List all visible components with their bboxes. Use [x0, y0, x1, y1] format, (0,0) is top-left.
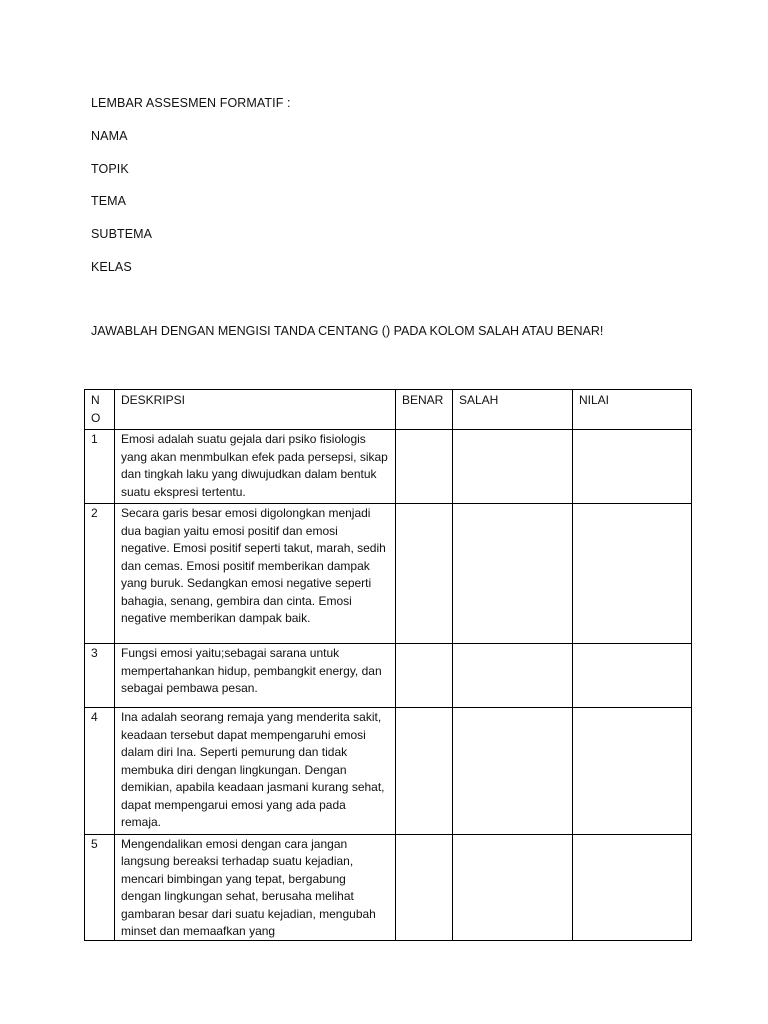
benar-cell[interactable]: [396, 834, 453, 940]
table-row: [85, 708, 692, 835]
row-number: 5: [85, 834, 115, 940]
instruction-text: JAWABLAH DENGAN MENGISI TANDA CENTANG () PADA KOLOM SALAH ATAU BENAR!: [91, 324, 604, 338]
table-row: [85, 834, 692, 940]
benar-cell[interactable]: [396, 430, 453, 504]
row-description: Mengendalikan emosi dengan cara jangan langsung bereaksi terhadap suatu kejadian, mencari bimbingan yang tepat, bergabung dengan lingkungan sehat, berusaha melihat gambaran besar dari suatu kejadian, mengubah minset dan memaafkan yang: [115, 834, 396, 940]
salah-cell[interactable]: [453, 708, 573, 835]
nilai-cell[interactable]: [573, 834, 692, 940]
row-description: Fungsi emosi yaitu;sebagai sarana untuk mempertahankan hidup, pembangkit energy, dan sebagai pembawa pesan.: [115, 644, 396, 708]
row-number: 3: [85, 644, 115, 708]
row-number: 4: [85, 708, 115, 835]
field-topik-label: TOPIK: [91, 162, 129, 176]
header-deskripsi: DESKRIPSI: [115, 390, 396, 430]
header-nilai: NILAI: [573, 390, 692, 430]
nilai-cell[interactable]: [573, 430, 692, 504]
salah-cell[interactable]: [453, 834, 573, 940]
header-benar: BENAR: [396, 390, 453, 430]
row-description: Secara garis besar emosi digolongkan menjadi dua bagian yaitu emosi positif dan emosi negative. Emosi positif seperti takut, marah, sedih dan cemas. Emosi positif memberikan dampak yang buruk. Sedangkan emosi negative seperti bahagia, senang, gembira dan cinta. Emosi negative memberikan dampak baik.: [115, 504, 396, 644]
field-subtema-label: SUBTEMA: [91, 227, 153, 241]
form-title: LEMBAR ASSESMEN FORMATIF :: [91, 96, 291, 110]
salah-cell[interactable]: [453, 644, 573, 708]
header-no: NO: [85, 390, 115, 430]
nilai-cell[interactable]: [573, 708, 692, 835]
row-description: Ina adalah seorang remaja yang menderita sakit, keadaan tersebut dapat mempengaruhi emosi dalam diri Ina. Seperti pemurung dan tidak membuka diri dengan lingkungan. Dengan demikian, apabila keadaan jasmani kurang sehat, dapat mempengarui emosi yang ada pada remaja.: [115, 708, 396, 835]
benar-cell[interactable]: [396, 504, 453, 644]
field-nama-label: NAMA: [91, 129, 128, 143]
row-number: 2: [85, 504, 115, 644]
benar-cell[interactable]: [396, 708, 453, 835]
row-number: 1: [85, 430, 115, 504]
nilai-cell[interactable]: [573, 504, 692, 644]
table-header-row: [85, 390, 692, 430]
field-kelas-label: KELAS: [91, 260, 132, 274]
assessment-table: [84, 389, 692, 941]
salah-cell[interactable]: [453, 430, 573, 504]
salah-cell[interactable]: [453, 504, 573, 644]
row-description: Emosi adalah suatu gejala dari psiko fisiologis yang akan menmbulkan efek pada persepsi, sikap dan tingkah laku yang diwujudkan dalam bentuk suatu ekspresi tertentu.: [115, 430, 396, 504]
field-tema-label: TEMA: [91, 194, 127, 208]
header-salah: SALAH: [453, 390, 573, 430]
table-row: [85, 644, 692, 708]
table-row: [85, 504, 692, 644]
table-row: [85, 430, 692, 504]
nilai-cell[interactable]: [573, 644, 692, 708]
benar-cell[interactable]: [396, 644, 453, 708]
